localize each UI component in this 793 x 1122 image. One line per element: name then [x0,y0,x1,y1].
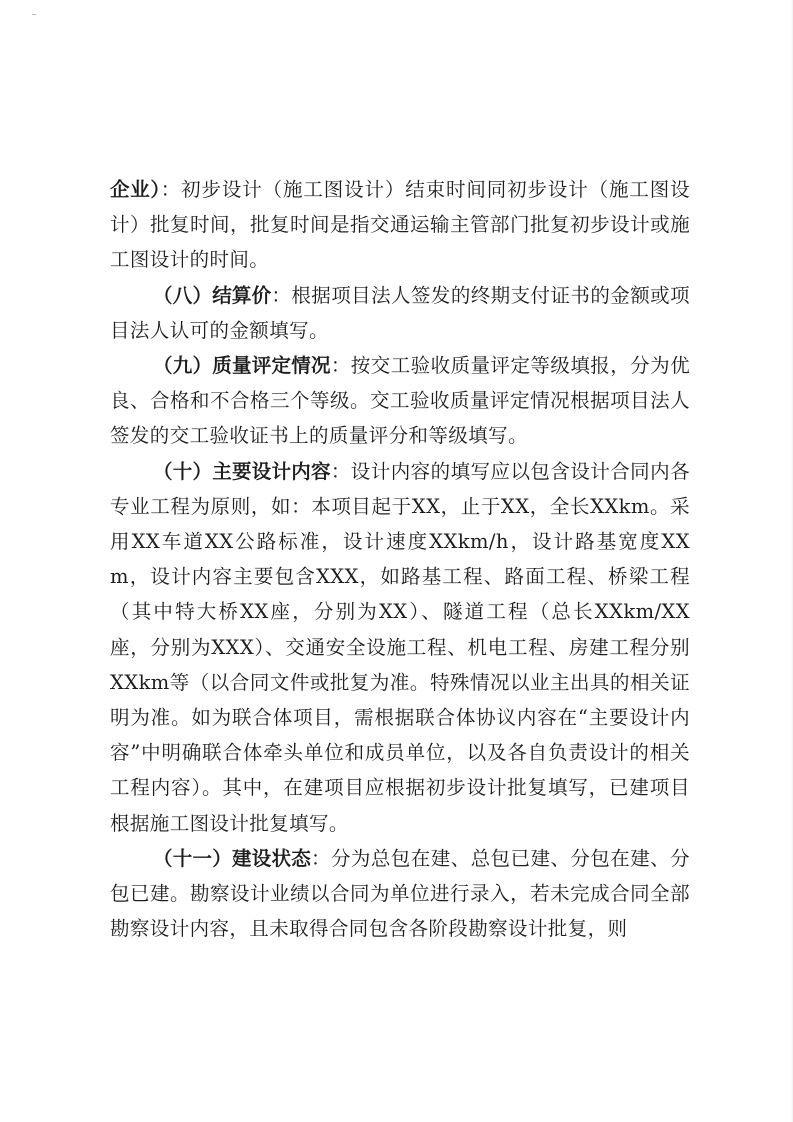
paragraph-heading: （八）结算价 [153,283,272,307]
paragraph-text: ：设计内容的填写应以包含设计合同内各专业工程为原则，如：本项目起于XX，止于XX，全长XXkm。采用XX车道XX公路标准，设计速度XXkm/h，设计路基宽度XXm，设计内容主要包含XXX，如路基工程、路面工程、桥梁工程（其中特大桥XX座，分别为XX）、隧道工程（总长XXkm/XX座，分别为XXX）、交通安全设施工程、机电工程、房建工程分别XXkm等（以合同文件或批复为准。特殊情况以业主出具的相关证明为准。如为联合体项目，需根据联合体协议内容在“主要设计内容”中明确联合体牵头单位和成员单位，以及各自负责设计的相关工程内容）。其中，在建项目应根据初步设计批复填写，已建项目根据施工图设计批复填写。 [110,459,690,835]
paragraph-heading: （十一）建设状态 [153,846,311,870]
paragraph-settlement-price [110,278,690,348]
paragraph-design-completion-time [110,172,690,278]
paragraph-text: ：根据项目法人签发的终期支付证书的金额或项目法人认可的金额填写。 [110,283,690,342]
paragraph-heading: （九）质量评定情况 [153,354,331,378]
paragraph-text: ：分为总包在建、总包已建、分包在建、分包已建。勘察设计业绩以合同为单位进行录入，若未完成合同全部勘察设计内容，且未取得合同包含各阶段勘察设计批复，则 [110,846,690,941]
paragraph-text: ：按交工验收质量评定等级填报，分为优良、合格和不合格三个等级。交工验收质量评定情况根据项目法人签发的交工验收证书上的质量评分和等级填写。 [110,354,690,448]
document-body [110,172,690,946]
paragraph-construction-status [110,841,690,947]
paragraph-main-design-content [110,454,690,841]
paragraph-quality-evaluation [110,348,690,454]
paragraph-heading: （十）主要设计内容 [153,459,331,483]
paragraph-text: ：初步设计（施工图设计）结束时间同初步设计（施工图设计）批复时间，批复时间是指交通运输主管部门批复初步设计或施工图设计的时间。 [110,178,690,272]
scan-corner-mark [32,14,36,15]
paragraph-heading: 企业） [110,178,161,201]
